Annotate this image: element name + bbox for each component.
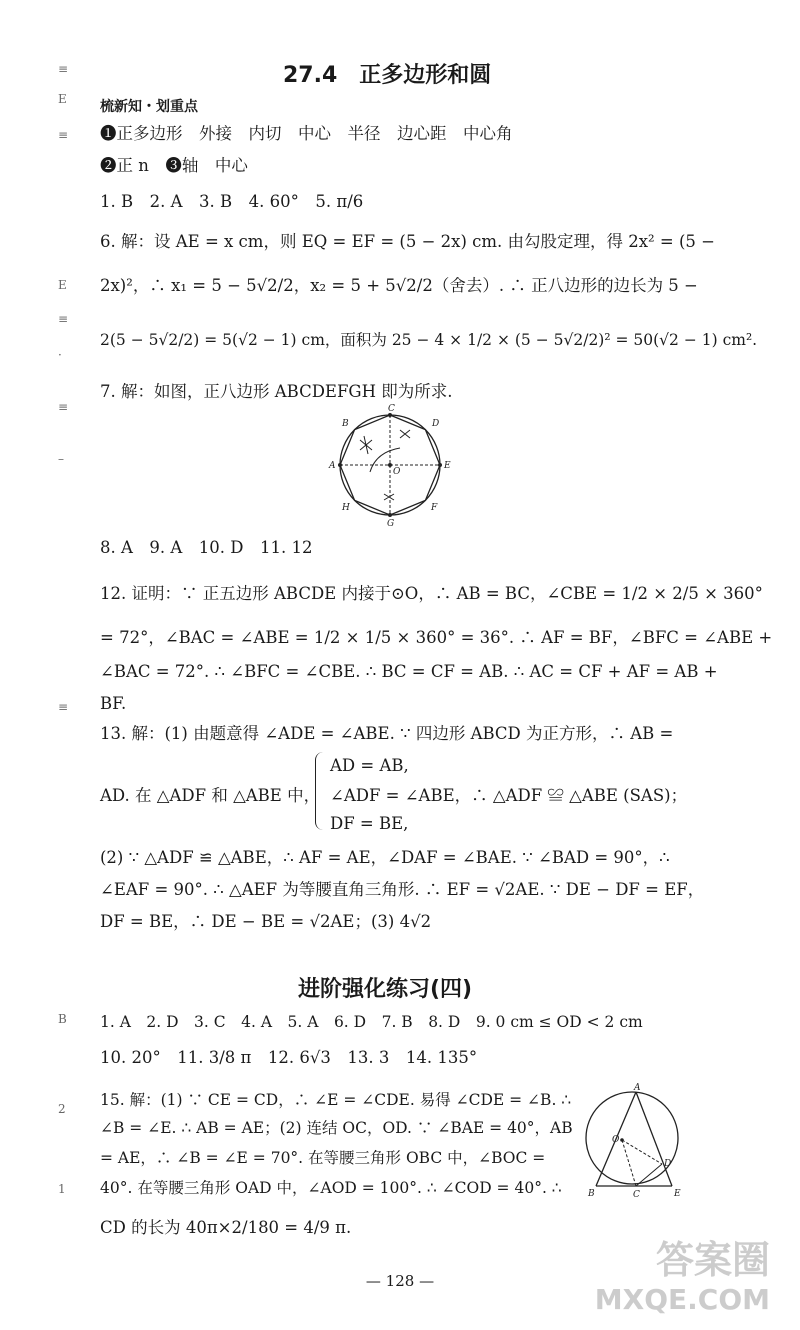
margin-mark: ≡ xyxy=(58,128,69,142)
q12-line: BF. xyxy=(100,694,127,713)
answers-1-5: 1. B 2. A 3. B 4. 60° 5. π/6 xyxy=(100,192,364,211)
q15-line: 15. 解：(1) ∵ CE = CD，∴ ∠E = ∠CDE. 易得 ∠CDE = ∠B. ∴ xyxy=(100,1091,572,1109)
answers-8-11: 8. A 9. A 10. D 11. 12 xyxy=(100,538,313,557)
q15-line: CD 的长为 40π×2/180 = 4/9 π. xyxy=(100,1218,352,1237)
margin-mark: E xyxy=(58,92,67,106)
q6-line: 2(5 − 5√2/2) = 5(√2 − 1) cm，面积为 25 − 4 × 1/2 × (5 − 5√2/2)² = 50(√2 − 1) cm². xyxy=(100,331,758,349)
q13-line: (2) ∵ △ADF ≌ △ABE，∴ AF = AE，∠DAF = ∠BAE. ∵ ∠BAD = 90°，∴ xyxy=(100,848,670,867)
margin-mark: ≡ xyxy=(58,62,69,76)
margin-mark: 1 xyxy=(58,1182,66,1196)
subheading: 梳新知・划重点 xyxy=(100,99,198,115)
circle-triangle-figure xyxy=(580,1083,688,1200)
label-c: C xyxy=(388,404,395,414)
label-g: G xyxy=(387,519,395,529)
q15-line: 40°. 在等腰三角形 OAD 中，∠AOD = 100°. ∴ ∠COD = 40°. ∴ xyxy=(100,1179,562,1197)
q12-line: ∠BAC = 72°. ∴ ∠BFC = ∠CBE. ∴ BC = CF = AB. ∴ AC = CF + AF = AB + xyxy=(100,662,718,681)
q13-system-line: AD = AB, xyxy=(330,756,409,775)
q13-line: AD. 在 △ADF 和 △ABE 中， xyxy=(100,786,321,805)
q13-system-line: ∠ADF = ∠ABE，∴ △ADF ≌ △ABE (SAS)； xyxy=(330,786,688,805)
label-o: O xyxy=(393,467,401,477)
watermark-logo: 答案圈 xyxy=(655,1238,770,1282)
label-d: D xyxy=(432,419,440,429)
margin-mark: ≡ xyxy=(58,400,69,414)
answers-10-14: 10. 20° 11. 3/8 π 12. 6√3 13. 3 14. 135° xyxy=(100,1048,478,1067)
watermark-url: MXQE.COM xyxy=(594,1283,770,1316)
section-title: 27.4 正多边形和圆 xyxy=(283,63,492,88)
margin-mark: · xyxy=(58,348,62,362)
knowledge-line-2: ❷正 n ❸轴 中心 xyxy=(100,156,248,175)
margin-mark: 2 xyxy=(58,1102,66,1116)
label-b: B xyxy=(342,419,349,429)
label-d: D xyxy=(664,1159,672,1169)
octagon-figure xyxy=(320,404,460,529)
label-h: H xyxy=(342,503,350,513)
q12-line: = 72°，∠BAC = ∠ABE = 1/2 × 1/5 × 360° = 36°. ∴ AF = BF，∠BFC = ∠ABE + xyxy=(100,628,773,647)
q13-line: ∠EAF = 90°. ∴ △AEF 为等腰直角三角形. ∴ EF = √2AE. ∵ DE − DF = EF， xyxy=(100,880,705,899)
answers-1-9: 1. A 2. D 3. C 4. A 5. A 6. D 7. B 8. D 9. 0 cm ≤ OD < 2 cm xyxy=(100,1013,643,1031)
label-o: O xyxy=(612,1135,620,1145)
q13-line: DF = BE，∴ DE − BE = √2AE；(3) 4√2 xyxy=(100,912,432,931)
label-b: B xyxy=(588,1189,595,1199)
margin-mark: – xyxy=(58,452,64,466)
watermark xyxy=(595,1240,770,1320)
page-number: — 128 — xyxy=(365,1272,435,1290)
q7-line: 7. 解：如图，正八边形 ABCDEFGH 即为所求. xyxy=(100,382,453,401)
q15-line: = AE，∴ ∠B = ∠E = 70°. 在等腰三角形 OBC 中，∠BOC = xyxy=(100,1149,546,1167)
knowledge-line-1: ❶正多边形 外接 内切 中心 半径 边心距 中心角 xyxy=(100,124,513,143)
margin-mark: ≡ xyxy=(58,312,69,326)
label-e: E xyxy=(444,461,451,471)
label-a: A xyxy=(634,1083,641,1093)
label-f: F xyxy=(431,503,438,513)
q6-line: 6. 解：设 AE = x cm，则 EQ = EF = (5 − 2x) cm. 由勾股定理，得 2x² = (5 − xyxy=(100,232,715,251)
q6-line: 2x)²，∴ x₁ = 5 − 5√2/2，x₂ = 5 + 5√2/2（舍去）. ∴ 正八边形的边长为 5 − xyxy=(100,276,698,295)
q15-line: ∠B = ∠E. ∴ AB = AE；(2) 连结 OC，OD. ∵ ∠BAE = 40°，AB xyxy=(100,1119,573,1137)
q13-system-line: DF = BE, xyxy=(330,814,409,833)
label-a: A xyxy=(329,461,336,471)
margin-mark: ≡ xyxy=(58,700,69,714)
label-c: C xyxy=(633,1190,640,1200)
q13-line: 13. 解：(1) 由题意得 ∠ADE = ∠ABE. ∵ 四边形 ABCD 为正方形，∴ AB = xyxy=(100,724,674,743)
margin-mark: E xyxy=(58,278,67,292)
margin-mark: B xyxy=(58,1012,67,1026)
q12-line: 12. 证明：∵ 正五边形 ABCDE 内接于⊙O，∴ AB = BC，∠CBE = 1/2 × 2/5 × 360° xyxy=(100,584,763,603)
section2-title: 进阶强化练习(四) xyxy=(298,977,473,1002)
label-e: E xyxy=(674,1189,681,1199)
